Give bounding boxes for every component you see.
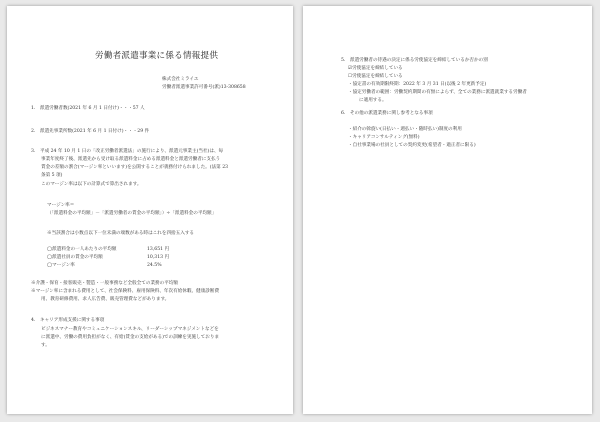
item4-line: に派遣中、労働の費用負担がなく、有給(賃金の支給がある)での訓練を実施しておりま (41, 335, 220, 340)
license-number: 労働者派遣事業許可番号(派)13-308658 (162, 85, 246, 90)
metric-value: 24.5% (147, 263, 162, 268)
metric-label: ◯派遣料金の一人あたりの平均額 (47, 247, 117, 252)
item3-line: 賃金の差額の割合(マージン率といいます)を公開することが義務付けられました。(法第 23 (41, 165, 229, 170)
metric-label: ◯マージン率 (47, 263, 75, 268)
item5-title: 5. 派遣労働者の待遇の決定に係る労使協定を締結しているか否かの別 (341, 58, 488, 63)
item4-title: 4. キャリア形成支援に関する事項 (31, 318, 105, 323)
formula-label: マージン率＝ (47, 203, 75, 208)
document-title: 労働者派遣事業に係る情報提供 (95, 51, 219, 61)
reference-bullet: ・紹介の斡旋い(日払い・週払い・随時払い)制度の利用 (348, 127, 462, 132)
agreement-bullet: ・協定書の有効期限終期：2022 年 3 月 31 日(以後 2 年更新予定) (348, 82, 487, 87)
margin-formula: （「派遣料金の平均額」－「派遣労働者の賃金の平均額」）÷「派遣料金の平均額」 (47, 211, 217, 216)
item3-line: 3. 平成 24 年 10 月 1 日の「改正労働者派遣法」の施行により、派遣元事業主(当社)は、毎 (31, 149, 224, 154)
item-worker-count: 1. 派遣労働者数(2021 年 6 月 1 日付け)・・・57 人 (31, 106, 145, 111)
note-line: 用、教育研修費用、求人広告費、販売管理費などがあります。 (41, 297, 170, 302)
company-name: 株式会社ミライエ (162, 77, 199, 82)
note-line: ※介護・保育・接客販売・製造・一般事務など全般全ての業務の平均額 (31, 281, 179, 286)
item-client-count: 2. 派遣先事業所数(2021 年 6 月 1 日付け)・・・29 件 (31, 129, 150, 134)
metric-value: 10,313 円 (147, 255, 170, 260)
item3-line: このマージン率は以下の計算式で算出されます。 (41, 182, 142, 187)
metric-value: 13,651 円 (147, 247, 170, 252)
metric-label: ◯派遣社員の賃金の平均額 (47, 255, 103, 260)
document-page-left (7, 6, 293, 414)
note-line: ※マージン率に含まれる費用として、社会保険料、雇用保険料、年次有給休暇、健康診断費 (31, 289, 220, 294)
document-page-right (303, 6, 592, 414)
agreement-bullet: に適用する。 (359, 98, 387, 103)
agreement-option: ☐労使協定を締結している (348, 74, 403, 79)
item4-line: ビジネスマナー教育やコミュニケーションスキル、リーダーシップマネジメントなどを (41, 327, 219, 332)
reference-bullet: ・自社事業場の社員としての契約変更(希望者・適正者に限る) (348, 143, 476, 148)
reference-bullet: ・キャリアコンサルティング(無料) (348, 135, 420, 140)
rounding-note: ※当該割合は小数点以下一位未満の端数がある時はこれを四捨五入する (47, 231, 195, 236)
item3-line: 事業年度終了後、派遣先から受け取る派遣料金に占める派遣料金と派遣労働者に支払う (41, 157, 221, 162)
item3-line: 条第 5 項) (41, 173, 63, 178)
item4-line: す。 (41, 343, 50, 348)
item6-title: 6. その他の派遣業務に関し参考となる事項 (341, 111, 433, 116)
agreement-option: ☑労使協定を締結している (348, 66, 403, 71)
agreement-bullet: ・協定労働者の範囲：労働契約期間の有無によらず、全ての業務に派遣就業する労働者 (348, 90, 527, 95)
